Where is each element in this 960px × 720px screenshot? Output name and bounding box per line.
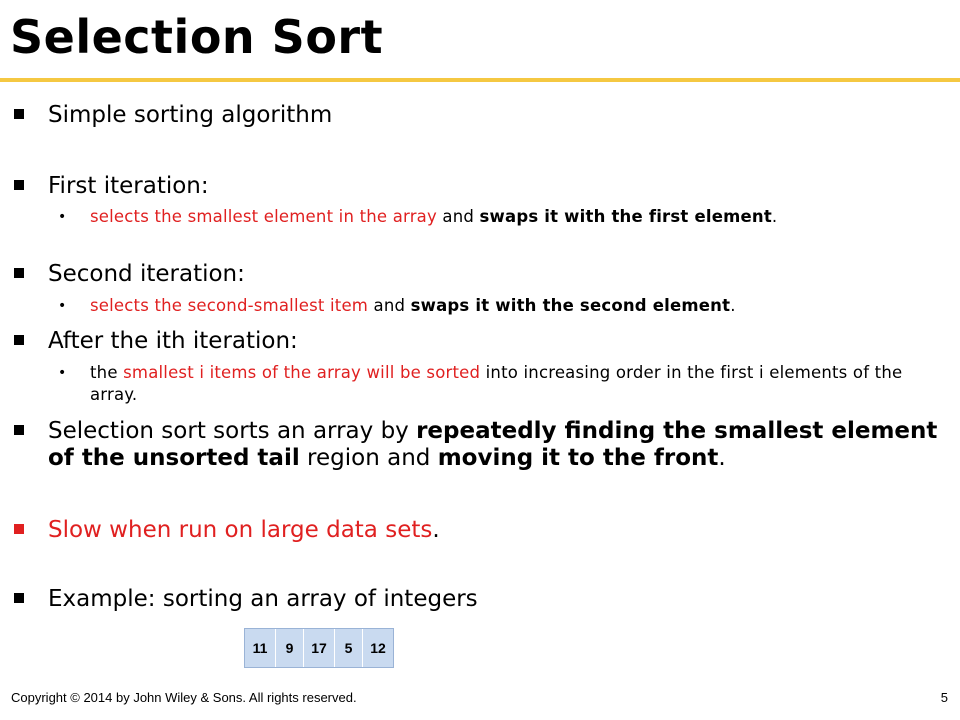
square-bullet-icon [14,335,24,345]
slide-title: Selection Sort [10,10,384,64]
array-cell: 9 [276,629,304,667]
bullet-2: First iteration: [0,173,940,200]
dot-bullet-icon: • [58,298,67,314]
square-bullet-icon [14,593,24,603]
bullet-1: Simple sorting algorithm [0,102,940,129]
square-bullet-icon [14,425,24,435]
array-cell: 12 [363,629,393,667]
square-bullet-icon [14,180,24,190]
bullet-3: Second iteration: [0,261,940,288]
page-number: 5 [940,690,948,705]
square-bullet-icon [14,524,24,534]
bullet-5: Selection sort sorts an array by repeatedly finding the smallest element of the unsorted tail region and moving it to the front. [0,418,940,472]
sub-bullet-2: • selects the smallest element in the array and swaps it with the first element. [58,207,778,226]
array-cell: 17 [304,629,335,667]
sub-bullet-3: • selects the second-smallest item and swaps it with the second element. [58,296,736,315]
copyright-footer: Copyright © 2014 by John Wiley & Sons. All rights reserved. [11,690,357,705]
array-cell: 11 [245,629,276,667]
dot-bullet-icon: • [58,209,67,225]
title-underline [0,78,960,82]
square-bullet-icon [14,109,24,119]
dot-bullet-icon: • [58,365,67,381]
square-bullet-icon [14,268,24,278]
array-cell: 5 [335,629,363,667]
sub-bullet-4: • the smallest i items of the array will be sorted into increasing order in the first i elements of the array. [58,363,903,404]
bullet-4: After the ith iteration: [0,328,940,355]
bullet-6: Slow when run on large data sets. [0,517,940,544]
bullet-7: Example: sorting an array of integers [0,586,940,613]
example-array [244,628,394,668]
